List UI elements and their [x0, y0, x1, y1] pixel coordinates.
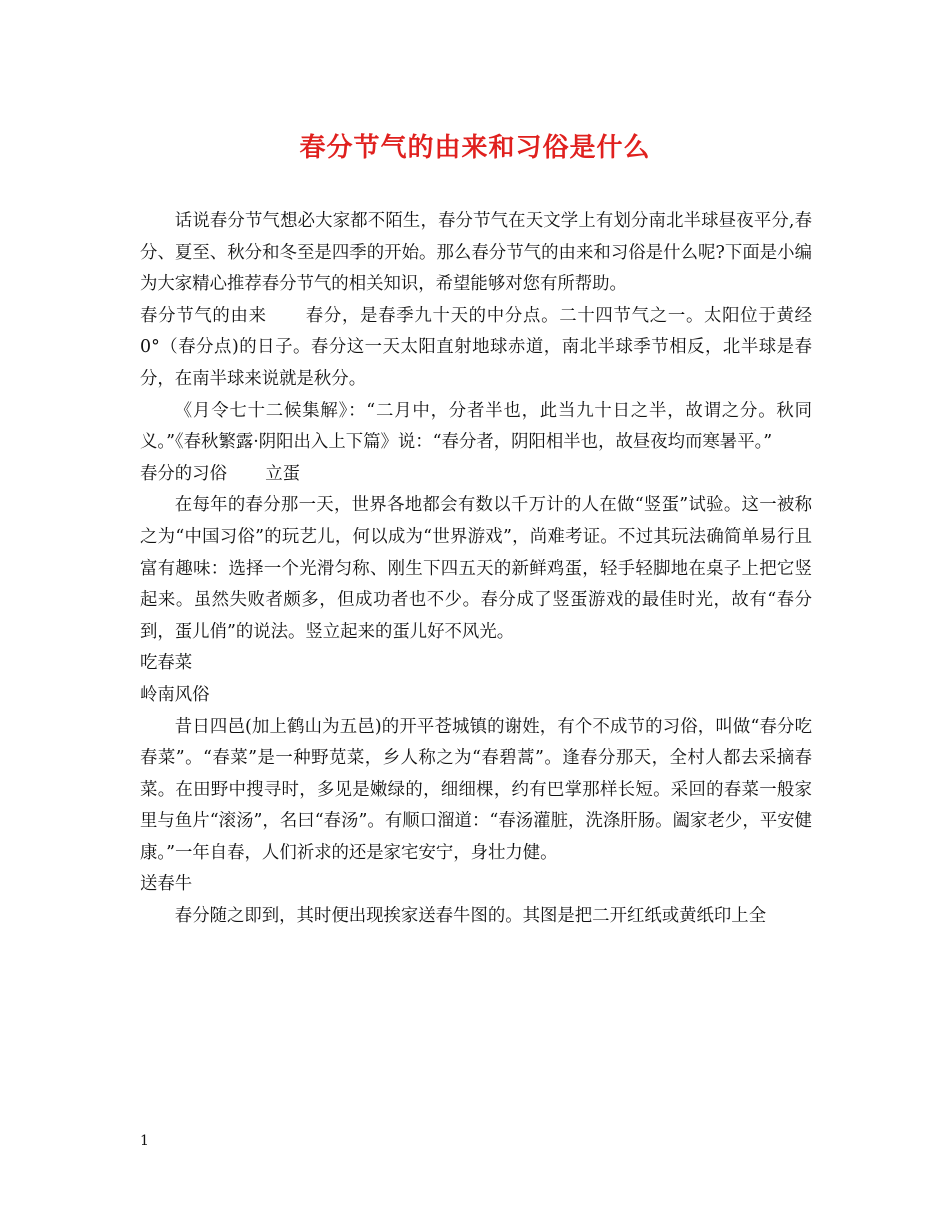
custom-vegetable-paragraph: 昔日四邑(加上鹤山为五邑)的开平苍城镇的谢姓，有个不成节的习俗，叫做“春分吃春菜”。“春菜”是一种野苋菜，乡人称之为“春碧蒿”。逢春分那天，全村人都去采摘春菜。在田野中搜寻时，多见是嫩绿的，细细棵，约有巴掌那样长短。采回的春菜一般家里与鱼片“滚汤”，名曰“春汤”。有顺口溜道：“春汤灌脏，洗涤肝肠。阖家老少，平安健康。”一年自春，人们祈求的还是家宅安宁，身壮力健。 [140, 716, 812, 863]
custom-egg-title: 立蛋 [265, 463, 301, 484]
origin-heading: 春分节气的由来 [140, 305, 267, 326]
origin-text: 春分，是春季九十天的中分点。二十四节气之一。太阳位于黄经 0°（春分点)的日子。春分这一天太阳直射地球赤道，南北半球季节相反，北半球是春分，在南半球来说就是秋分。 [140, 305, 812, 389]
intro-paragraph: 话说春分节气想必大家都不陌生，春分节气在天文学上有划分南北半球昼夜平分,春分、夏至、秋分和冬至是四季的开始。那么春分节气的由来和习俗是什么呢?下面是小编为大家精心推荐春分节气的相关知识，希望能够对您有所帮助。 [140, 211, 812, 295]
customs-heading-line [140, 459, 812, 491]
custom-vegetable-region: 岭南风俗 [140, 684, 210, 705]
quote-paragraph: 《月令七十二候集解》：“二月中，分者半也，此当九十日之半，故谓之分。秋同义。”《春秋繁露·阴阳出入上下篇》说：“春分者，阴阳相半也，故昼夜均而寒暑平。” [140, 400, 812, 453]
custom-ox-paragraph: 春分随之即到，其时便出现挨家送春牛图的。其图是把二开红纸或黄纸印上全 [174, 906, 767, 927]
custom-ox-title: 送春牛 [140, 874, 193, 895]
document-body [140, 206, 812, 933]
origin-paragraph [140, 301, 812, 396]
customs-heading: 春分的习俗 [140, 463, 227, 484]
custom-vegetable-title: 吃春菜 [140, 653, 193, 674]
page-number: 1 [140, 1133, 149, 1149]
document-title: 春分节气的由来和习俗是什么 [299, 133, 651, 163]
custom-egg-paragraph: 在每年的春分那一天，世界各地都会有数以千万计的人在做“竖蛋”试验。这一被称之为“中国习俗”的玩艺儿，何以成为“世界游戏”，尚难考证。不过其玩法确简单易行且富有趣味：选择一个光滑匀称、刚生下四五天的新鲜鸡蛋，轻手轻脚地在桌子上把它竖起来。虽然失败者颇多，但成功者也不少。春分成了竖蛋游戏的最佳时光，故有“春分到，蛋儿俏”的说法。竖立起来的蛋儿好不风光。 [140, 495, 812, 642]
